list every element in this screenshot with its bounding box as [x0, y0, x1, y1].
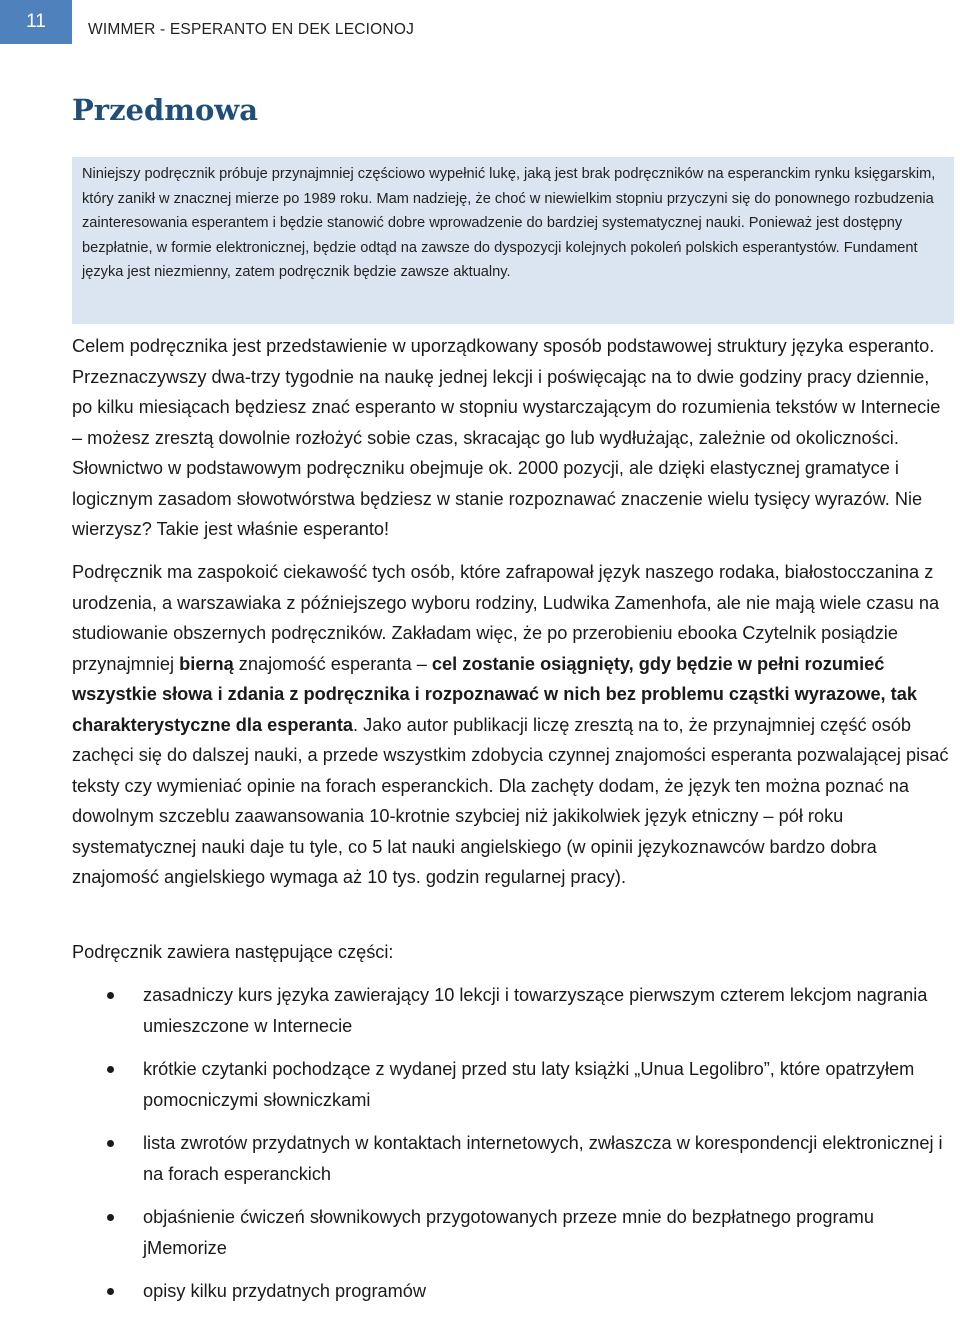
intro-text: Niniejszy podręcznik próbuje przynajmniej częściowo wypełnić lukę, jaką jest brak podręczników na esperanckim rynku księgarskim, który zanikł w znacznej mierze po 1989 roku. Mam nadzieję, że choć w niewielkim stopniu przyczyni się do ponownego rozbudzenia zainteresowania esperantem i będzie stanowić dobre wprowadzenie do bardziej systematycznej nauki. Ponieważ jest dostępny bezpłatnie, w formie elektronicznej, będzie odtąd na zawsze do dyspozycji kolejnych pokoleń polskich esperantystów. Fundament języka jest niezmienny, zatem podręcznik będzie zawsze aktualny. — [82, 166, 936, 281]
list-item-text: objaśnienie ćwiczeń słownikowych przygotowanych przeze mnie do bezpłatnego programu jMemorize — [143, 1207, 874, 1258]
intro-box — [72, 157, 954, 324]
paragraph-audience-text-3: . Jako autor publikacji liczę zresztą na to, że przynajmniej część osób zachęci się do dalszej nauki, a przede wszystkim zdobycia czynnej znajomości esperanta pozwalającej pisać teksty czy wymieniać opinie na forach esperanckich. Dla zachęty dodam, że język ten można poznać na dowolnym szczeblu zaawansowania 10-krotnie szybciej niż jakikolwiek język etniczny – pół roku systematycznej nauki daje tu tyle, co 5 lat nauki angielskiego (w opinii językoznawców bardzo dobra znajomość angielskiego wymaga aż 10 tys. godzin regularnej pracy). — [72, 714, 949, 887]
paragraph-goal: Celem podręcznika jest przedstawienie w uporządkowany sposób podstawowej struktury języka esperanto. Przeznaczywszy dwa-trzy tygodnie na naukę jednej lekcji i poświęcając na to dwie godziny pracy dziennie, po kilku miesiącach będziesz znać esperanto w stopniu wystarczającym do rozumienia tekstów w Internecie – możesz zresztą dowolnie rozłożyć sobie czas, skracając go lub wydłużając, zależnie od okoliczności. Słownictwo w podstawowym podręczniku obejmuje ok. 2000 pozycji, ale dzięki elastycznej gramatyce i logicznym zasadom słowotwórstwa będziesz w stanie rozpoznawać znaczenie wielu tysięcy wyrazów. Nie wierzysz? Takie jest właśnie esperanto! — [72, 336, 941, 539]
list-item — [72, 1054, 952, 1115]
bullet-icon — [107, 1288, 114, 1295]
paragraph-audience-text-1: Podręcznik ma zaspokoić ciekawość tych osób, które zafrapował język naszego rodaka, białostocczanina z urodzenia, a warszawiaka z późniejszego wyboru rodziny, Ludwika Zamenhofa, ale nie mają wiele czasu na studiowanie obszernych podręczników. Zakładam więc, że po przerobieniu ebooka Czytelnik posiądzie przynajmniej — [72, 562, 940, 674]
list-item — [72, 980, 952, 1041]
paragraph-audience-bold-2: cel zostanie osiągnięty, gdy będzie w pełni rozumieć wszystkie słowa i zdania z podręcznika i rozpoznawać w nich bez problemu cząstki wyrazowe, tak charakterystyczne dla esperanta — [72, 653, 917, 735]
list-item — [72, 1202, 952, 1263]
list-item-text: lista zwrotów przydatnych w kontaktach internetowych, zwłaszcza w korespondencji elektronicznej i na forach esperanckich — [143, 1133, 943, 1184]
paragraph-audience-bold-1: bierną — [179, 653, 234, 674]
contents-list — [72, 980, 952, 1320]
paragraph-contents-intro: Podręcznik zawiera następujące części: — [72, 942, 394, 962]
bullet-icon — [107, 1066, 114, 1073]
paragraph-audience-text-2: znajomość esperanta – — [233, 653, 432, 674]
list-item-text: opisy kilku przydatnych programów — [143, 1281, 427, 1301]
page-number: 11 — [0, 0, 72, 44]
list-item-text: zasadniczy kurs języka zawierający 10 lekcji i towarzyszące pierwszym czterem lekcjom nagrania umieszczone w Internecie — [143, 985, 928, 1036]
bullet-icon — [107, 1214, 114, 1221]
list-item-text: krótkie czytanki pochodzące z wydanej przed stu laty książki „Unua Legolibro”, które opatrzyłem pomocniczymi słowniczkami — [143, 1059, 915, 1110]
bullet-icon — [107, 992, 114, 999]
paragraph-audience — [72, 557, 952, 893]
running-header: WIMMER - ESPERANTO EN DEK LECIONOJ — [88, 21, 415, 38]
bullet-icon — [107, 1140, 114, 1147]
list-item — [72, 1276, 952, 1307]
chapter-title: Przedmowa — [72, 93, 259, 127]
list-item — [72, 1128, 952, 1189]
